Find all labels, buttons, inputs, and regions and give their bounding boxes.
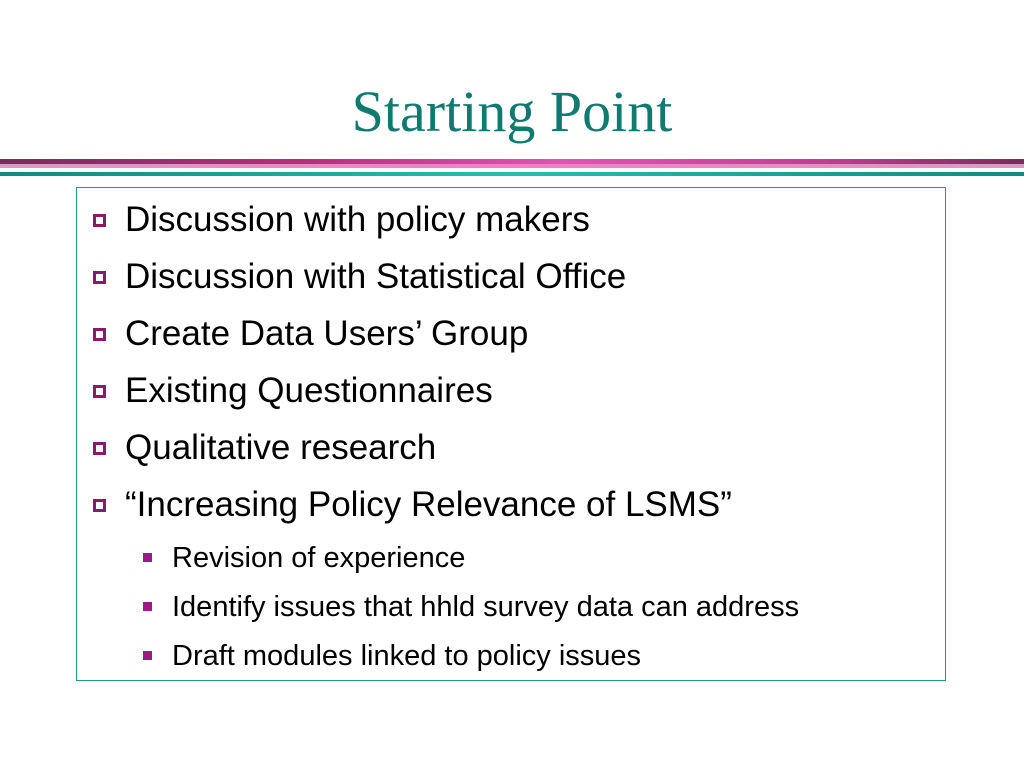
sub-bullet-text: Identify issues that hhld survey data can address [172, 591, 800, 623]
sub-bullet-item [172, 639, 641, 673]
hollow-square-icon [93, 214, 106, 227]
sub-bullet-text: Draft modules linked to policy issues [172, 640, 642, 672]
sub-bullet-item [172, 541, 465, 575]
filled-square-icon [143, 602, 152, 611]
sub-bullet-text: Revision of experience [172, 542, 466, 574]
hollow-square-icon [93, 499, 106, 512]
bullet-item [125, 485, 732, 525]
hollow-square-icon [93, 328, 106, 341]
content-box [76, 187, 946, 681]
bullet-text: Qualitative research [125, 428, 437, 467]
hollow-square-icon [93, 385, 106, 398]
bullet-item [125, 371, 493, 411]
bullet-text: Discussion with policy makers [125, 200, 590, 239]
filled-square-icon [143, 651, 152, 660]
bullet-text: Discussion with Statistical Office [125, 257, 627, 296]
hollow-square-icon [93, 271, 106, 284]
sub-bullet-item [172, 590, 799, 624]
slide-title: Starting Point [351, 79, 673, 144]
bullet-text: “Increasing Policy Relevance of LSMS” [125, 485, 732, 524]
bullet-text: Create Data Users’ Group [125, 314, 529, 353]
bullet-item [125, 428, 436, 468]
bullet-text: Existing Questionnaires [125, 371, 493, 410]
bullet-item [125, 200, 590, 240]
title-divider-teal [0, 172, 1024, 176]
bullet-item [125, 314, 528, 354]
title-divider-pink [0, 164, 1024, 168]
filled-square-icon [143, 553, 152, 562]
hollow-square-icon [93, 442, 106, 455]
bullet-item [125, 257, 626, 297]
